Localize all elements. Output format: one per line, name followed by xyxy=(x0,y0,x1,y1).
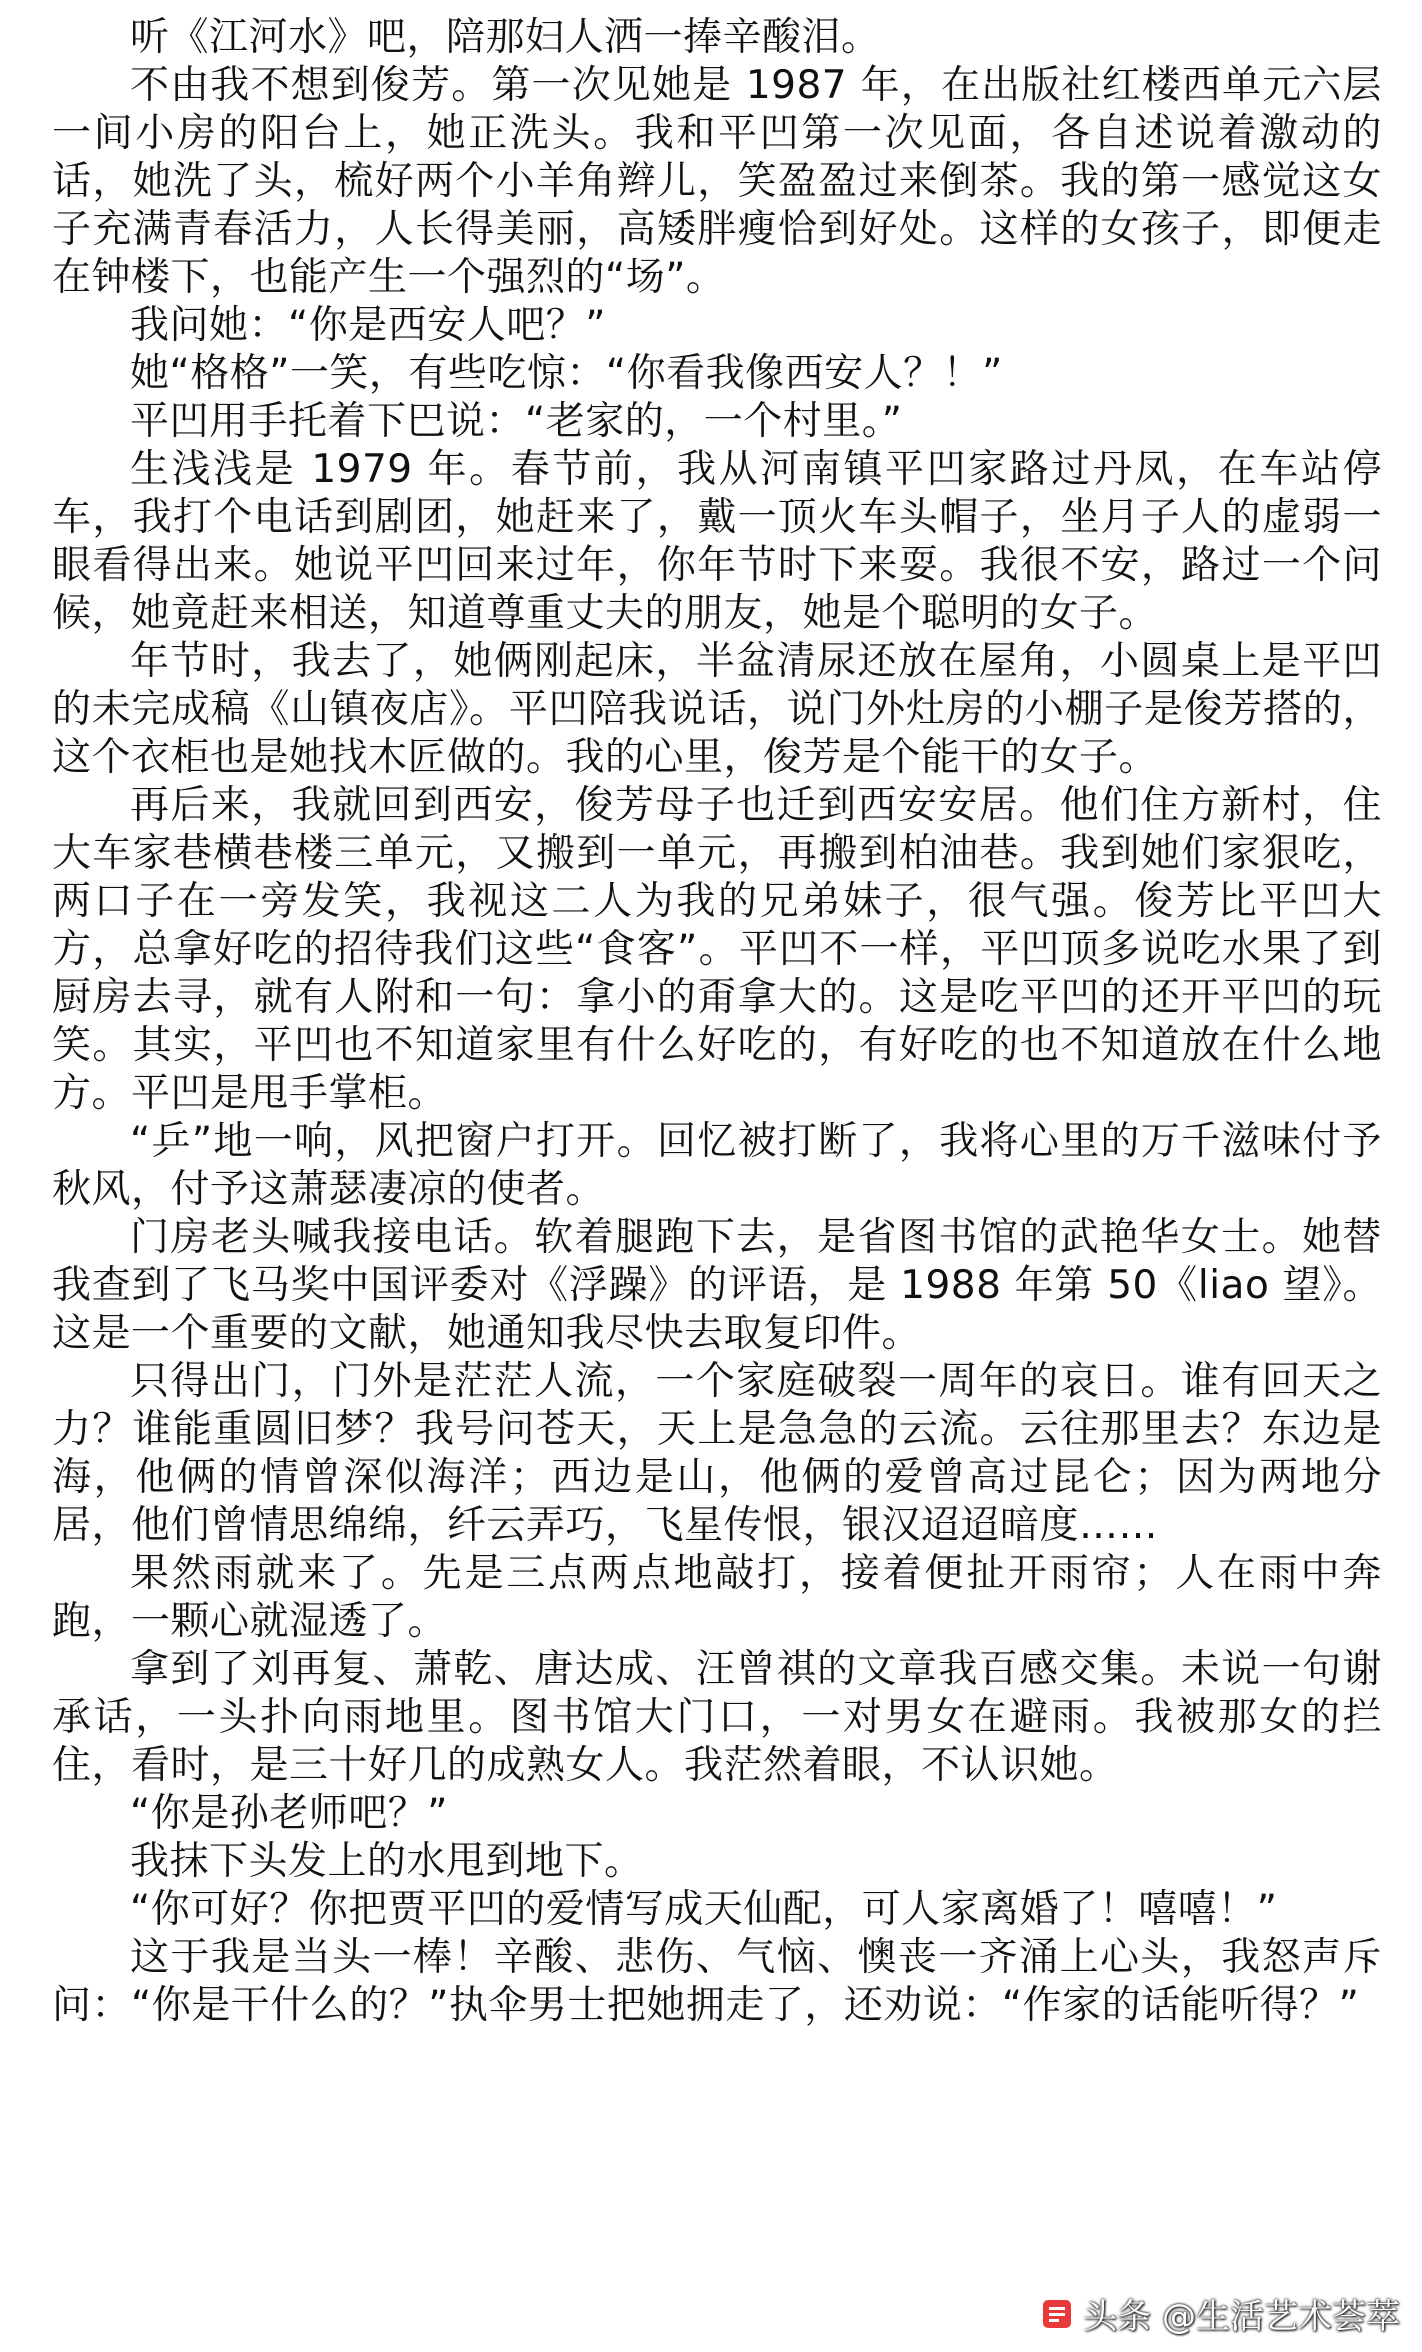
paragraph: 听《江河水》吧，陪那妇人洒一捧辛酸泪。 xyxy=(130,15,881,60)
paragraph: “你可好？你把贾平凹的爱情写成天仙配，可人家离婚了！嘻嘻！” xyxy=(130,1887,1278,1932)
paragraph: 门房老头喊我接电话。软着腿跑下去，是省图书馆的武艳华女士。她替我查到了飞马奖中国评委对《浮躁》的评语，是 1988 年第 50《liao 望》。这是一个重要的文献，她通知我尽快去取复印件。 xyxy=(52,1215,1382,1356)
paragraph: 我问她：“你是西安人吧？” xyxy=(130,303,606,348)
paragraph: “你是孙老师吧？” xyxy=(130,1791,448,1836)
paragraph: 她“格格”一笑，有些吃惊：“你看我像西安人？！” xyxy=(130,351,1003,396)
paragraph: 不由我不想到俊芳。第一次见她是 1987 年，在出版社红楼西单元六层一间小房的阳台上，她正洗头。我和平凹第一次见面，各自述说着激动的话，她洗了头，梳好两个小羊角辫儿，笑盈盈过来倒茶。我的第一感觉这女子充满青春活力，人长得美丽，高矮胖瘦恰到好处。这样的女孩子，即便走在钟楼下，也能产生一个强烈的“场”。 xyxy=(52,63,1382,300)
paragraph: 拿到了刘再复、萧乾、唐达成、汪曾祺的文章我百感交集。未说一句谢承话，一头扑向雨地里。图书馆大门口，一对男女在避雨。我被那女的拦住，看时，是三十好几的成熟女人。我茫然着眼，不认识她。 xyxy=(52,1647,1382,1788)
paragraph: 生浅浅是 1979 年。春节前，我从河南镇平凹家路过丹凤，在车站停车，我打个电话到剧团，她赶来了，戴一顶火车头帽子，坐月子人的虚弱一眼看得出来。她说平凹回来过年，你年节时下来耍。我很不安，路过一个问候，她竟赶来相送，知道尊重丈夫的朋友，她是个聪明的女子。 xyxy=(52,447,1382,636)
paragraph: 果然雨就来了。先是三点两点地敲打，接着便扯开雨帘；人在雨中奔跑，一颗心就湿透了。 xyxy=(52,1551,1382,1644)
article-body xyxy=(52,14,1382,2030)
watermark-text: 头条 @生活艺术荟萃 xyxy=(1083,2297,1400,2337)
paragraph: 我抹下头发上的水甩到地下。 xyxy=(130,1839,644,1884)
paragraph: “乒”地一响，风把窗户打开。回忆被打断了，我将心里的万千滋味付予秋风，付予这萧瑟凄凉的使者。 xyxy=(52,1119,1382,1212)
paragraph: 年节时，我去了，她俩刚起床，半盆清尿还放在屋角，小圆桌上是平凹的未完成稿《山镇夜店》。平凹陪我说话，说门外灶房的小棚子是俊芳搭的，这个衣柜也是她找木匠做的。我的心里，俊芳是个能干的女子。 xyxy=(52,639,1382,780)
paragraph: 再后来，我就回到西安，俊芳母子也迁到西安安居。他们住方新村，住大车家巷横巷楼三单元，又搬到一单元，再搬到柏油巷。我到她们家狠吃，两口子在一旁发笑，我视这二人为我的兄弟妹子，很气强。俊芳比平凹大方，总拿好吃的招待我们这些“食客”。平凹不一样，平凹顶多说吃水果了到厨房去寻，就有人附和一句：拿小的甭拿大的。这是吃平凹的还开平凹的玩笑。其实，平凹也不知道家里有什么好吃的，有好吃的也不知道放在什么地方。平凹是甩手掌柜。 xyxy=(52,783,1382,1116)
watermark xyxy=(1039,2289,1400,2338)
toutiao-logo-icon xyxy=(1039,2296,1075,2332)
paragraph: 这于我是当头一棒！辛酸、悲伤、气恼、懊丧一齐涌上心头，我怒声斥问：“你是干什么的？”执伞男士把她拥走了，还劝说：“作家的话能听得？” xyxy=(52,1935,1382,2028)
paragraph: 平凹用手托着下巴说：“老家的，一个村里。” xyxy=(130,399,903,444)
paragraph: 只得出门，门外是茫茫人流，一个家庭破裂一周年的哀日。谁有回天之力？谁能重圆旧梦？我号问苍天，天上是急急的云流。云往那里去？东边是海，他俩的情曾深似海洋；西边是山，他俩的爱曾高过昆仑；因为两地分居，他们曾情思绵绵，纤云弄巧，飞星传恨，银汉迢迢暗度…… xyxy=(52,1359,1382,1548)
